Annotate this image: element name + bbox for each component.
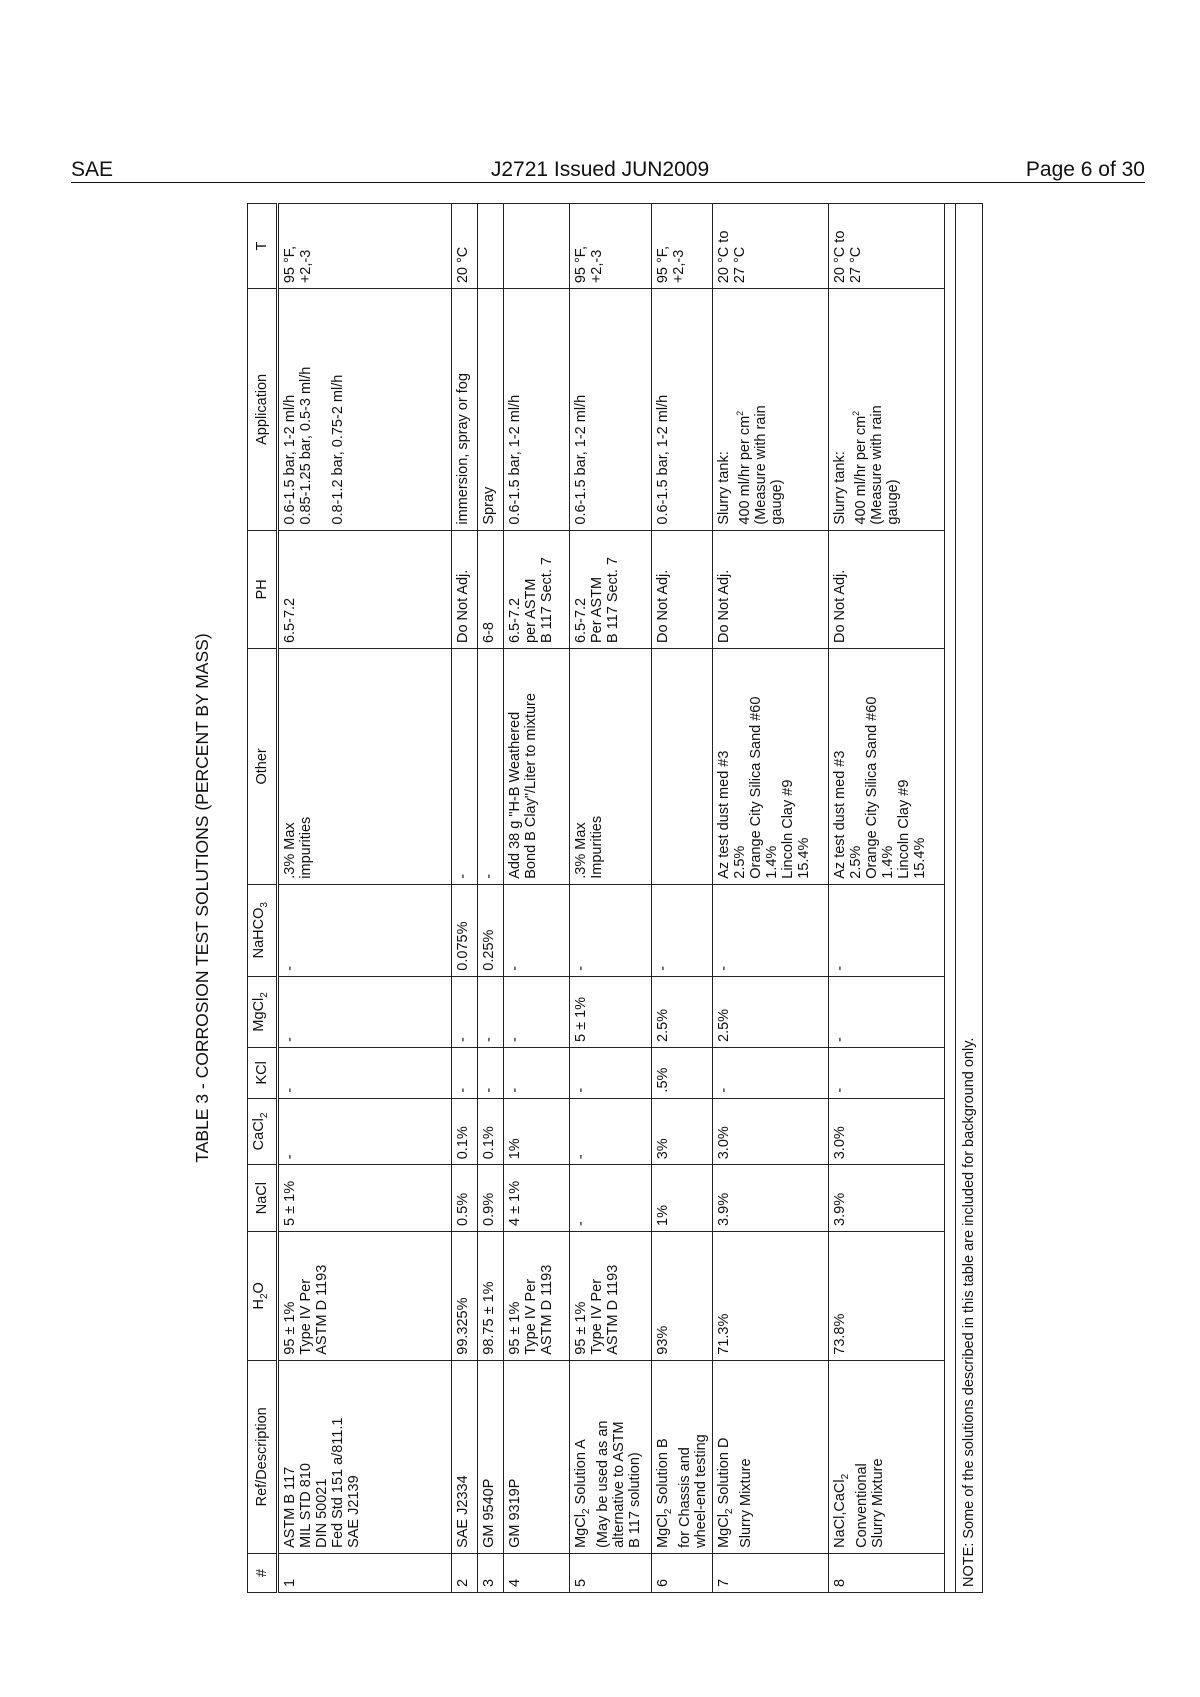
cell-h2o: 99.325% <box>452 1231 478 1360</box>
cell-t: 95 °F, +2,-3 <box>278 204 452 289</box>
col-h2o: $H_2O$ <box>248 1231 278 1360</box>
header-center: J2721 Issued JUN2009 <box>490 158 710 181</box>
cell-t: 95 °F, +2,-3 <box>652 204 713 289</box>
cell-ph: Do Not Adj. <box>712 530 828 648</box>
cell-cacl2: - <box>570 1098 652 1165</box>
cell-kcl: - <box>452 1048 478 1099</box>
cell-nacl: 0.9% <box>478 1165 504 1232</box>
table-row <box>478 204 504 1593</box>
cell-other: - <box>452 649 478 885</box>
cell-n: 3 <box>478 1553 504 1592</box>
cell-ref: GM 9540P <box>478 1360 504 1553</box>
cell-other: .3% Max impurities <box>278 649 452 885</box>
cell-cacl2: 0.1% <box>478 1098 504 1165</box>
cell-nacl: 5 ± 1% <box>278 1165 452 1232</box>
cell-kcl: .5% <box>652 1048 713 1099</box>
cell-app: Slurry tank: 400 ml/hr per $cm^2$ (Measure with rain gauge) <box>828 289 944 530</box>
cell-cacl2: 3.0% <box>828 1098 944 1165</box>
table-row <box>278 204 452 1593</box>
cell-kcl: - <box>570 1048 652 1099</box>
cell-ph: Do Not Adj. <box>828 530 944 648</box>
cell-n: 2 <box>452 1553 478 1592</box>
cell-h2o: 95 ± 1% Type IV Per ASTM D 1193 <box>278 1231 452 1360</box>
cell-kcl: - <box>478 1048 504 1099</box>
col-nahco3: NaHCO$_3$ <box>248 884 278 976</box>
cell-ph: 6.5-7.2 Per ASTM B 117 Sect. 7 <box>570 530 652 648</box>
header-rule <box>71 182 1145 183</box>
header-right: Page 6 of 30 <box>1025 158 1145 181</box>
cell-mgcl2: - <box>828 976 944 1047</box>
cell-nahco3: 0.25% <box>478 884 504 976</box>
cell-other: Az test dust med #3 2.5% Orange City Silica Sand #60 1.4% Lincoln Clay #9 15.4% <box>828 649 944 885</box>
cell-other: .3% Max Impurities <box>570 649 652 885</box>
cell-mgcl2: 5 ± 1% <box>570 976 652 1047</box>
cell-mgcl2: - <box>278 976 452 1047</box>
cell-nahco3: - <box>570 884 652 976</box>
rotated-table-container <box>192 203 983 1593</box>
cell-n: 8 <box>828 1553 944 1592</box>
cell-app: Slurry tank: 400 ml/hr per $cm^2$ (Measure with rain gauge) <box>712 289 828 530</box>
cell-nahco3: - <box>712 884 828 976</box>
cell-nacl: - <box>570 1165 652 1232</box>
cell-other: Az test dust med #3 2.5% Orange City Silica Sand #60 1.4% Lincoln Clay #9 15.4% <box>712 649 828 885</box>
cell-nacl: 4 ± 1% <box>504 1165 570 1232</box>
cell-cacl2: 1% <box>504 1098 570 1165</box>
cell-nahco3: - <box>504 884 570 976</box>
cell-ph: 6.5-7.2 <box>278 530 452 648</box>
spacer-row <box>944 204 955 1593</box>
table-row <box>712 204 828 1593</box>
cell-cacl2: 0.1% <box>452 1098 478 1165</box>
cell-nacl: 1% <box>652 1165 713 1232</box>
cell-nahco3: - <box>652 884 713 976</box>
cell-ref: MgCl$_2$ Solution A (May be used as an alternative to ASTM B 117 solution) <box>570 1360 652 1553</box>
cell-app: immersion, spray or fog <box>452 289 478 530</box>
cell-nahco3: - <box>828 884 944 976</box>
cell-h2o: 93% <box>652 1231 713 1360</box>
table-caption: TABLE 3 - CORROSION TEST SOLUTIONS (PERCENT BY MASS) <box>192 633 212 1163</box>
cell-app: Spray <box>478 289 504 530</box>
col-nacl: NaCl <box>248 1165 278 1232</box>
cell-mgcl2: 2.5% <box>652 976 713 1047</box>
cell-n: 1 <box>278 1553 452 1592</box>
cell-ref: MgCl$_2$ Solution B for Chassis and wheel-end testing <box>652 1360 713 1553</box>
cell-t: 20 °C to 27 °C <box>712 204 828 289</box>
cell-ref: NaCl,CaCl$_2$ Conventional Slurry Mixture <box>828 1360 944 1553</box>
header-row <box>248 204 278 1593</box>
cell-nahco3: 0.075% <box>452 884 478 976</box>
col-cacl2: CaCl$_2$ <box>248 1098 278 1165</box>
cell-t <box>504 204 570 289</box>
cell-h2o: 95 ± 1% Type IV Per ASTM D 1193 <box>504 1231 570 1360</box>
cell-h2o: 95 ± 1% Type IV Per ASTM D 1193 <box>570 1231 652 1360</box>
cell-mgcl2: - <box>504 976 570 1047</box>
table-row <box>452 204 478 1593</box>
cell-other: Add 38 g "H-B Weathered Bond B Clay"/Liter to mixture <box>504 649 570 885</box>
cell-mgcl2: - <box>452 976 478 1047</box>
table-row <box>828 204 944 1593</box>
cell-app: 0.6-1.5 bar, 1-2 ml/h <box>652 289 713 530</box>
corrosion-table <box>247 203 983 1593</box>
table-row <box>570 204 652 1593</box>
cell-t <box>478 204 504 289</box>
cell-kcl: - <box>278 1048 452 1099</box>
cell-nahco3: - <box>278 884 452 976</box>
col-application: Application <box>248 289 278 530</box>
cell-n: 6 <box>652 1553 713 1592</box>
table-row <box>504 204 570 1593</box>
cell-ref: SAE J2334 <box>452 1360 478 1553</box>
cell-h2o: 73.8% <box>828 1231 944 1360</box>
cell-other <box>652 649 713 885</box>
cell-mgcl2: 2.5% <box>712 976 828 1047</box>
note-row <box>955 204 982 1593</box>
cell-cacl2: - <box>278 1098 452 1165</box>
cell-n: 4 <box>504 1553 570 1592</box>
cell-nacl: 3.9% <box>712 1165 828 1232</box>
cell-cacl2: 3.0% <box>712 1098 828 1165</box>
cell-n: 5 <box>570 1553 652 1592</box>
cell-t: 95 °F, +2,-3 <box>570 204 652 289</box>
header-left: SAE <box>71 158 114 181</box>
cell-kcl: - <box>504 1048 570 1099</box>
col-t: T <box>248 204 278 289</box>
col-ph: PH <box>248 530 278 648</box>
table-row <box>652 204 713 1593</box>
cell-t: 20 °C <box>452 204 478 289</box>
cell-kcl: - <box>828 1048 944 1099</box>
cell-n: 7 <box>712 1553 828 1592</box>
cell-nacl: 3.9% <box>828 1165 944 1232</box>
cell-cacl2: 3% <box>652 1098 713 1165</box>
cell-h2o: 71.3% <box>712 1231 828 1360</box>
cell-ph: Do Not Adj. <box>452 530 478 648</box>
cell-ref: ASTM B 117 MIL STD 810 DIN 50021 Fed Std 151 a/811.1 SAE J2139 <box>278 1360 452 1553</box>
col-other: Other <box>248 649 278 885</box>
cell-nacl: 0.5% <box>452 1165 478 1232</box>
cell-ph: 6.5-7.2 per ASTM B 117 Sect. 7 <box>504 530 570 648</box>
cell-ref: MgCl$_2$ Solution D Slurry Mixture <box>712 1360 828 1553</box>
cell-app: 0.6-1.5 bar, 1-2 ml/h 0.85-1.25 bar, 0.5-3 ml/h 0.8-1.2 bar, 0.75-2 ml/h <box>278 289 452 530</box>
cell-other: - <box>478 649 504 885</box>
cell-app: 0.6-1.5 bar, 1-2 ml/h <box>570 289 652 530</box>
col-kcl: KCl <box>248 1048 278 1099</box>
table-note: NOTE: Some of the solutions described in this table are included for background only. <box>955 204 982 1593</box>
cell-t: 20 °C to 27 °C <box>828 204 944 289</box>
cell-mgcl2: - <box>478 976 504 1047</box>
cell-ref: GM 9319P <box>504 1360 570 1553</box>
cell-ph: 6-8 <box>478 530 504 648</box>
cell-h2o: 98.75 ± 1% <box>478 1231 504 1360</box>
cell-app: 0.6-1.5 bar, 1-2 ml/h <box>504 289 570 530</box>
col-num: # <box>248 1553 278 1592</box>
table-body <box>278 204 983 1593</box>
cell-ph: Do Not Adj. <box>652 530 713 648</box>
cell-kcl: - <box>712 1048 828 1099</box>
col-ref: Ref/Description <box>248 1360 278 1553</box>
col-mgcl2: MgCl$_2$ <box>248 976 278 1047</box>
